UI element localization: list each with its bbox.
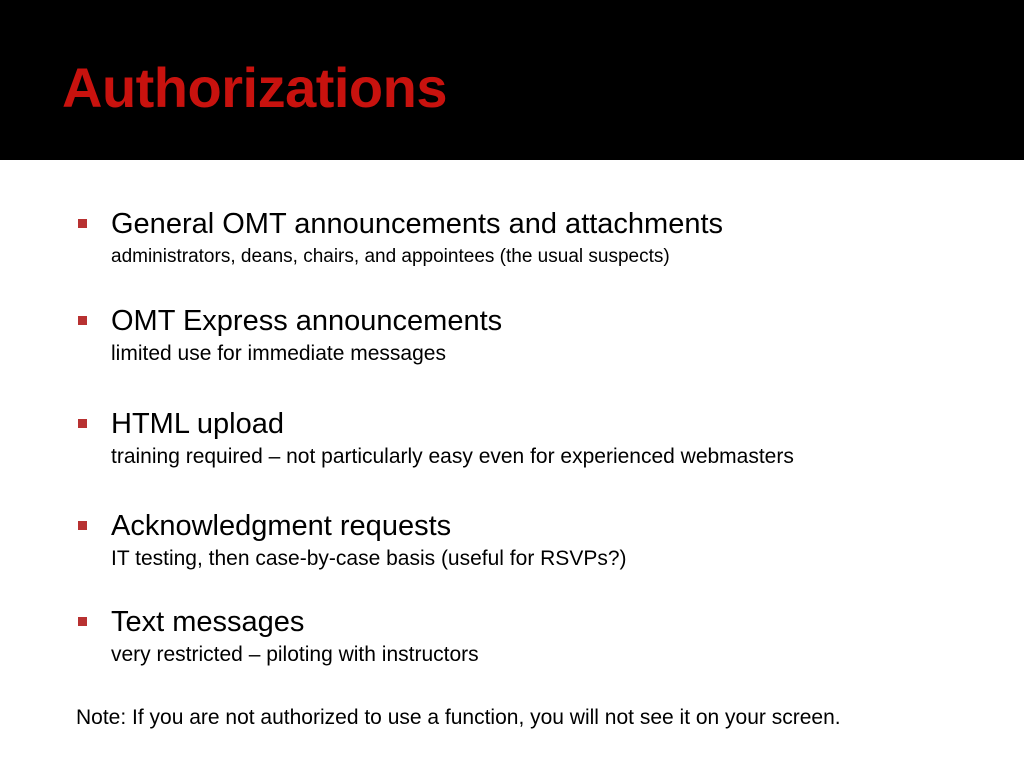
authorization-note: Note: If you are not authorized to use a function, you will not see it on your screen. bbox=[76, 706, 841, 729]
bullet-heading: Text messages bbox=[111, 606, 305, 638]
square-bullet-icon bbox=[78, 316, 87, 325]
bullet-detail: training required – not particularly easy even for experienced webmasters bbox=[111, 445, 794, 468]
square-bullet-icon bbox=[78, 617, 87, 626]
bullet-detail: IT testing, then case-by-case basis (useful for RSVPs?) bbox=[111, 547, 627, 570]
square-bullet-icon bbox=[78, 521, 87, 530]
bullet-heading: OMT Express announcements bbox=[111, 305, 503, 337]
title-bar bbox=[0, 0, 1024, 160]
bullet-detail: limited use for immediate messages bbox=[111, 342, 446, 365]
bullet-detail: very restricted – piloting with instructors bbox=[111, 643, 479, 666]
bullet-heading: Acknowledgment requests bbox=[111, 510, 452, 542]
slide-title: Authorizations bbox=[62, 56, 447, 119]
square-bullet-icon bbox=[78, 419, 87, 428]
bullet-detail: administrators, deans, chairs, and appointees (the usual suspects) bbox=[111, 246, 670, 267]
bullet-heading: HTML upload bbox=[111, 408, 285, 440]
bullet-heading: General OMT announcements and attachments bbox=[111, 208, 724, 240]
square-bullet-icon bbox=[78, 219, 87, 228]
